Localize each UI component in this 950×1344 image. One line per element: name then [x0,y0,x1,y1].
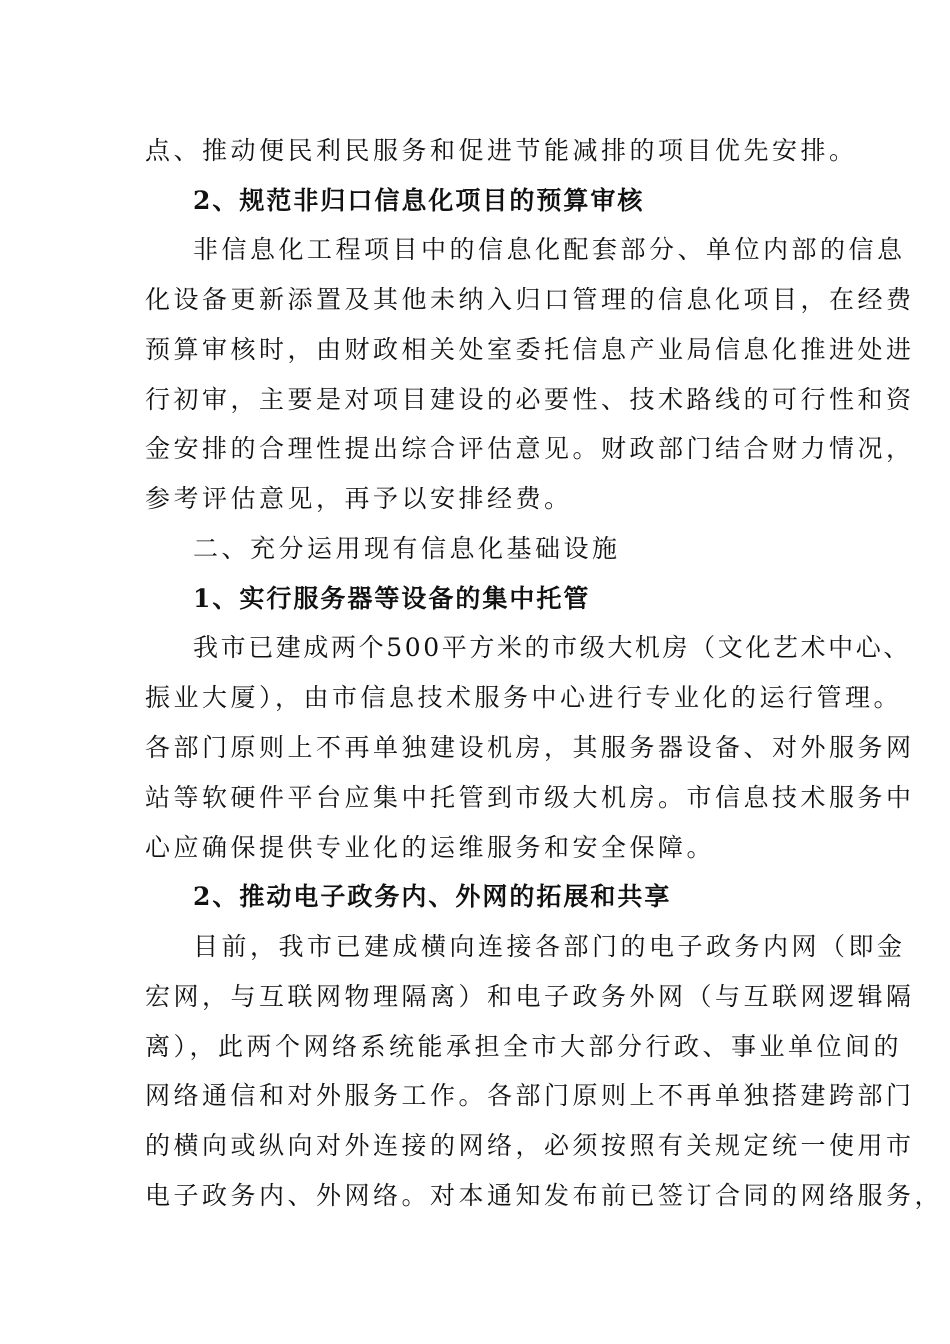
section-heading: 2、推动电子政务内、外网的拓展和共享 [193,882,672,911]
paragraph-line: 我市已建成两个500平方米的市级大机房（文化艺术中心、 [193,633,911,662]
paragraph-line: 行初审，主要是对项目建设的必要性、技术路线的可行性和资 [145,385,915,414]
paragraph-line: 点、推动便民利民服务和促进节能减排的项目优先安排。 [145,136,858,165]
paragraph-line: 宏网，与互联网物理隔离）和电子政务外网（与互联网逻辑隔 [145,982,915,1011]
paragraph-line: 心应确保提供专业化的运维服务和安全保障。 [145,833,716,862]
paragraph-line: 参考评估意见，再予以安排经费。 [145,484,573,513]
paragraph-line: 振业大厦），由市信息技术服务中心进行专业化的运行管理。 [145,683,903,712]
paragraph-line: 网络通信和对外服务工作。各部门原则上不再单独搭建跨部门 [145,1081,915,1110]
paragraph-line: 离），此两个网络系统能承担全市大部分行政、事业单位间的 [145,1032,903,1061]
paragraph-line: 的横向或纵向对外连接的网络，必须按照有关规定统一使用市 [145,1131,915,1160]
chapter-heading: 二、充分运用现有信息化基础设施 [193,534,621,563]
paragraph-line: 站等软硬件平台应集中托管到市级大机房。市信息技术服务中 [145,783,915,812]
paragraph-line: 非信息化工程项目中的信息化配套部分、单位内部的信息 [193,235,906,264]
section-heading: 1、实行服务器等设备的集中托管 [193,584,591,613]
paragraph-line: 化设备更新添置及其他未纳入归口管理的信息化项目，在经费 [145,285,915,314]
paragraph-line: 各部门原则上不再单独建设机房，其服务器设备、对外服务网 [145,733,915,762]
paragraph-line: 金安排的合理性提出综合评估意见。财政部门结合财力情况， [145,434,915,463]
paragraph-line: 目前，我市已建成横向连接各部门的电子政务内网（即金 [193,932,906,961]
paragraph-line: 电子政务内、外网络。对本通知发布前已签订合同的网络服务， [145,1181,944,1210]
paragraph-line: 预算审核时，由财政相关处室委托信息产业局信息化推进处进 [145,335,915,364]
section-heading: 2、规范非归口信息化项目的预算审核 [193,186,645,215]
